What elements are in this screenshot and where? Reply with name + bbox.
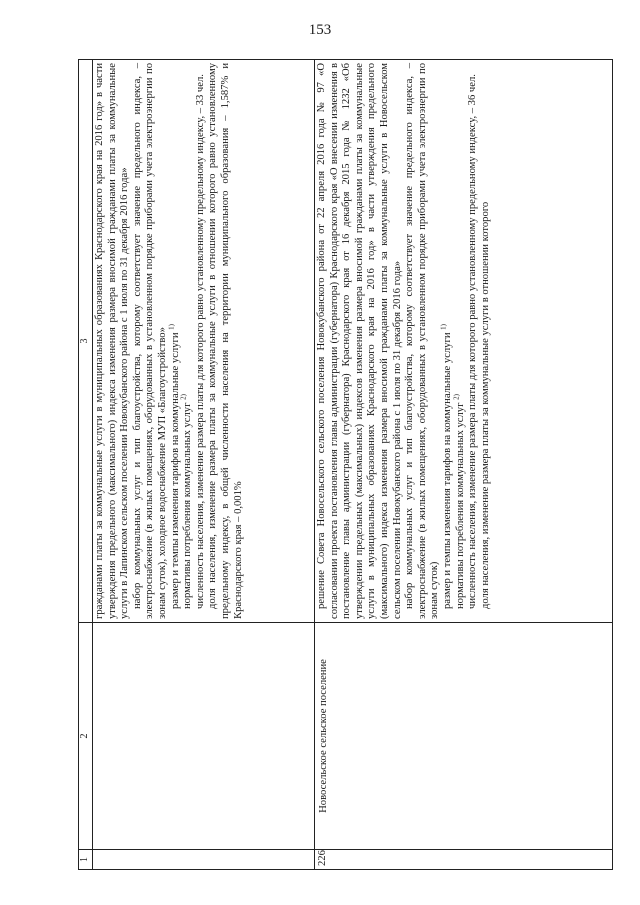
rotated-table-container xyxy=(78,60,613,870)
row-item-1: набор коммунальных услуг и тип благоустройства, которому соответствует значение предельного индекса, – электроснабжение (в жилых помещениях, оборудованных в установленном порядке приборами учета электроэнергии по зонам суток) xyxy=(404,63,441,619)
row-item-5: доля населения, изменение размера платы за коммунальные услуги в отношении которого xyxy=(479,201,491,609)
decision-text: решение Совета Новосельского сельского поселения Новокубанского района от 22 апреля 2016 года № 97 «О согласовании проекта постановления главы администрации (губернатора) Краснодарского края «О внесении изменения в постановление главы администрации (губернатора) Краснодарского края от 16 декабря 2015 года № 1232 «Об утверждении предельных (максимальных) индексов изменения размера вносимой гражданами платы за коммунальные услуги в муниципальных образованиях Краснодарского края на 2016 год» в части утверждения предельного (максимального) индекса изменения размера вносимой гражданами платы за коммунальные услуги в Новосельском сельском поселении Новокубанского района с 1 июля по 31 декабря 2016 года» xyxy=(316,63,403,619)
footnote-mark-2: 2) xyxy=(452,394,460,400)
footnote-mark-1: 1) xyxy=(167,324,176,330)
row-item-2: размер и темпы изменения тарифов на коммунальные услуги $^{1)}$ xyxy=(439,324,453,609)
header-col-2: 2 xyxy=(79,623,93,850)
settlement-name: Новосельское сельское поселение xyxy=(315,623,613,850)
row-text-cell xyxy=(315,60,613,623)
footnote-mark-2: 2) xyxy=(179,394,188,400)
header-col-3: 3 xyxy=(79,60,93,623)
continuation-item-4: численность населения, изменение размера платы для которого равно установленному предельному индексу, – 33 чел. xyxy=(194,74,206,609)
settlements-table xyxy=(78,59,613,870)
continuation-text: гражданами платы за коммунальные услуги в муниципальных образованиях Краснодарского края на 2016 год» в части утверждения предельного (максимального) индекса изменения размера вносимой гражданами платы за коммунальные услуги в Лапинском сельском поселении Новокубанского района с 1 июля по 31 декабря 2016 года» xyxy=(94,63,131,619)
continuation-item-5: доля населения, изменение размера платы за коммунальные услуги в отношении которого равно установленному предельному индексу, в общей численности населения на территории муниципального образования – 1,587% и Краснодарского края – 0,001% xyxy=(207,63,244,619)
row-item-3: нормативы потребления коммунальных услуг $^{2)}$ xyxy=(452,394,466,609)
header-row xyxy=(79,60,93,870)
continuation-item-2: размер и темпы изменения тарифов на коммунальные услуги $^{1)}$ xyxy=(167,324,181,609)
header-col-1: 1 xyxy=(79,850,93,870)
continuation-number-cell xyxy=(93,850,315,870)
table-row xyxy=(315,60,613,870)
continuation-item-1: набор коммунальных услуг и тип благоустройства, которому соответствует значение предельного индекса, – электроснабжение (в жилых помещениях, оборудованных в установленном порядке приборами учета электроэнергии по зонам суток), холодное водоснабжение МУП «Благоустройство» xyxy=(131,63,168,619)
continuation-text-cell xyxy=(93,60,315,623)
footnote-mark-1: 1) xyxy=(439,324,448,330)
continuation-item-3: нормативы потребления коммунальных услуг $^{2)}$ xyxy=(179,394,194,609)
page-number: 153 xyxy=(308,22,332,38)
row-number: 226 xyxy=(315,850,613,870)
row-item-4: численность населения, изменение размера платы для которого равно установленному предельному индексу, – 36 чел. xyxy=(467,74,479,609)
continuation-row xyxy=(93,60,315,870)
continuation-settlement-cell xyxy=(93,623,315,850)
